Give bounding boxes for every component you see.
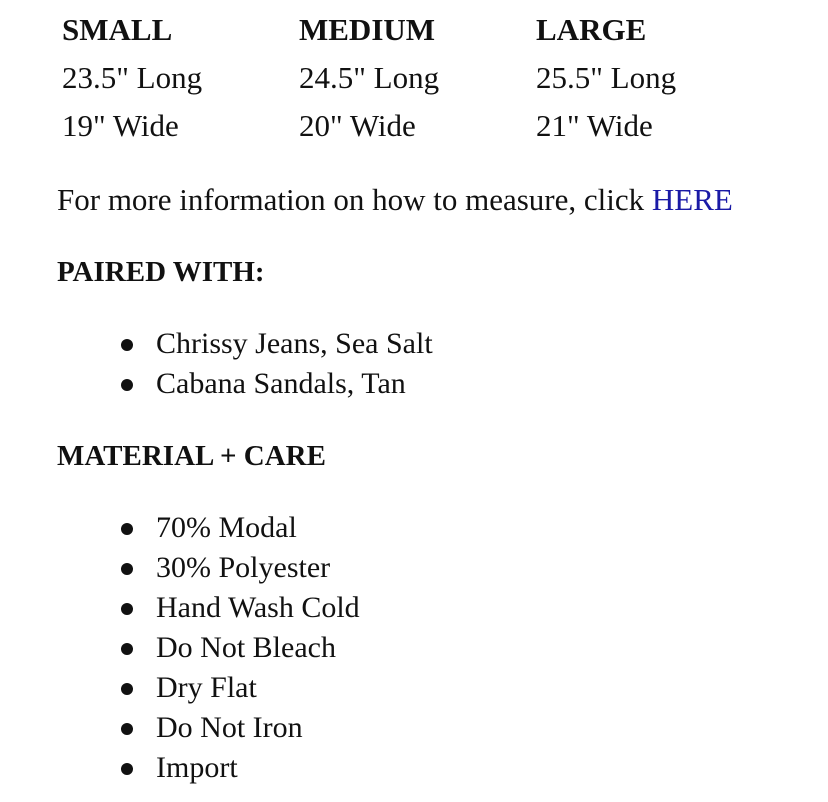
size-width: 20" Wide [299, 108, 416, 143]
material-care-list [0, 508, 360, 788]
size-name: SMALL [62, 12, 173, 47]
size-length: 25.5" Long [536, 60, 677, 95]
size-length: 23.5" Long [62, 60, 203, 95]
size-chart [62, 6, 773, 150]
size-name: LARGE [536, 12, 647, 47]
paired-with-list [0, 324, 433, 404]
list-item: 70% Modal [0, 508, 360, 548]
paired-with-heading: PAIRED WITH: [57, 256, 265, 288]
size-name: MEDIUM [299, 12, 436, 47]
size-width: 21" Wide [536, 108, 653, 143]
list-item: Dry Flat [0, 668, 360, 708]
size-width: 19" Wide [62, 108, 179, 143]
measure-here-link[interactable]: HERE [651, 182, 733, 217]
size-column-medium [299, 6, 536, 150]
list-item: 30% Polyester [0, 548, 360, 588]
size-column-large [536, 6, 773, 150]
list-item: Import [0, 748, 360, 788]
size-length: 24.5" Long [299, 60, 440, 95]
list-item: Cabana Sandals, Tan [0, 364, 433, 404]
measure-info [57, 178, 733, 222]
material-care-heading: MATERIAL + CARE [57, 440, 326, 472]
list-item: Do Not Iron [0, 708, 360, 748]
size-column-small [62, 6, 299, 150]
list-item: Do Not Bleach [0, 628, 360, 668]
list-item: Hand Wash Cold [0, 588, 360, 628]
measure-info-text: For more information on how to measure, click [57, 182, 652, 217]
list-item: Chrissy Jeans, Sea Salt [0, 324, 433, 364]
